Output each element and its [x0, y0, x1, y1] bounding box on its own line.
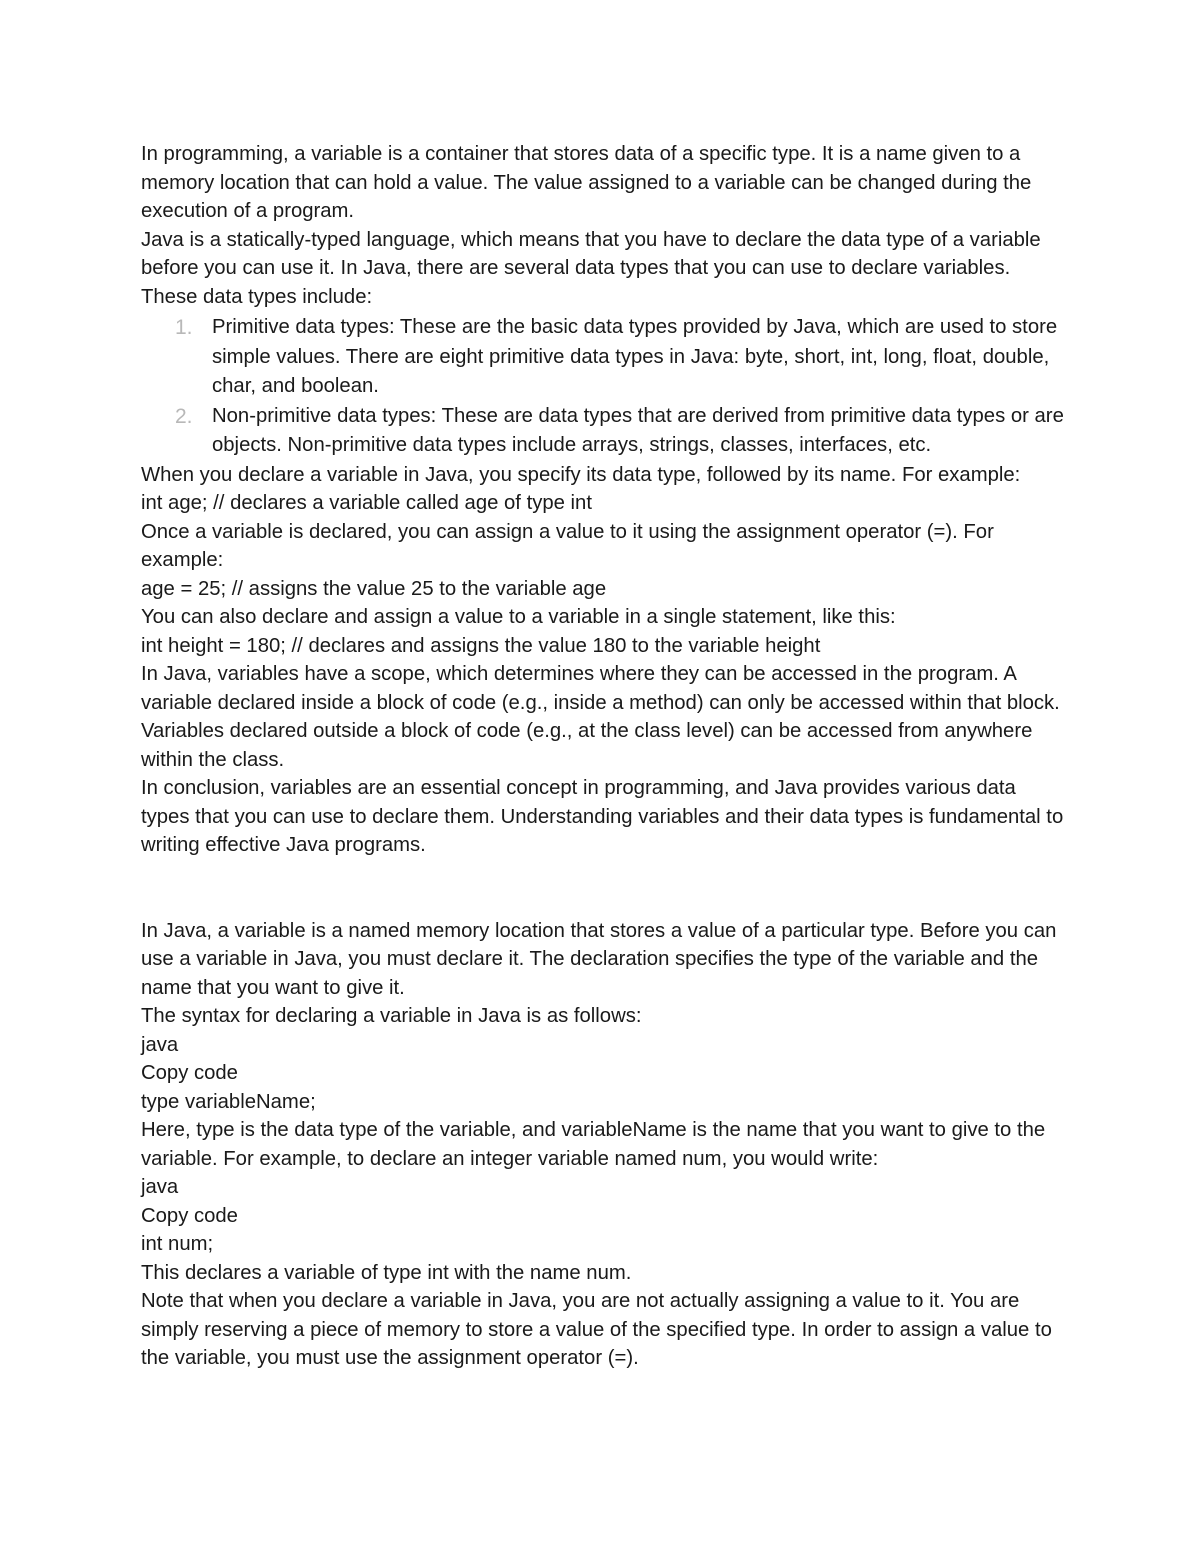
note-paragraph: Note that when you declare a variable in Java, you are not actually assigning a value to it. You are simply reserving a piece of memory to store a value of the specified type. In order to assign a value to the variable, you must use the assignment operator (=). [141, 1290, 1052, 1369]
declares-paragraph: This declares a variable of type int with the name num. [141, 1261, 632, 1284]
code-line: int num; [141, 1233, 214, 1255]
list-number: 1. [175, 316, 193, 339]
list-item-text: Primitive data types: These are the basic data types provided by Java, which are used to store simple values. There are eight primitive data types in Java: byte, short, int, long, float, double, char, and boolean. [212, 316, 1058, 397]
code-language-label: java [141, 1033, 179, 1056]
list-number: 2. [175, 404, 193, 428]
scope-paragraph: In Java, variables have a scope, which determines where they can be accessed in the program. A variable declared inside a block of code (e.g., inside a method) can only be accessed within that block. Variables declared outside a block of code (e.g., at the class level) can be accessed from anywhere within the class. [141, 663, 1060, 771]
single-statement-paragraph: You can also declare and assign a value to a variable in a single statement, like this: [141, 606, 896, 628]
code-line: int age; // declares a variable called age of type int [141, 492, 592, 514]
code-language-label: java [141, 1176, 179, 1198]
copy-code-label: Copy code [141, 1062, 238, 1084]
data-types-list [141, 313, 1066, 461]
code-line: age = 25; // assigns the value 25 to the variable age [141, 577, 607, 600]
code-line: int height = 180; // declares and assigns the value 180 to the variable height [141, 634, 821, 657]
conclusion-paragraph: In conclusion, variables are an essential concept in programming, and Java provides various data types that you can use to declare them. Understanding variables and their data types is fundamental to writing effective Java programs. [141, 777, 1064, 856]
list-item [141, 402, 1066, 461]
explanation-paragraph: Here, type is the data type of the variable, and variableName is the name that you want to give to the variable. For example, to declare an integer variable named num, you would write: [141, 1119, 1046, 1170]
assign-paragraph: Once a variable is declared, you can assign a value to it using the assignment operator (=). For example: [141, 520, 994, 571]
syntax-paragraph: The syntax for declaring a variable in Java is as follows: [141, 1005, 642, 1027]
document-page [141, 140, 1066, 1373]
declare-paragraph: When you declare a variable in Java, you specify its data type, followed by its name. For example: [141, 463, 1021, 486]
copy-code-label: Copy code [141, 1204, 238, 1227]
java-typed-paragraph: Java is a statically-typed language, which means that you have to declare the data type of a variable before you can use it. In Java, there are several data types that you can use to declare variables. These data types include: [141, 228, 1041, 308]
list-item-text: Non-primitive data types: These are data types that are derived from primitive data types or are objects. Non-primitive data types include arrays, strings, classes, interfaces, etc. [212, 404, 1064, 456]
intro-paragraph: In programming, a variable is a container that stores data of a specific type. It is a name given to a memory location that can hold a value. The value assigned to a variable can be changed during the execution of a program. [141, 143, 1032, 222]
section-gap [141, 860, 1066, 917]
section2-intro-paragraph: In Java, a variable is a named memory location that stores a value of a particular type. Before you can use a variable in Java, you must declare it. The declaration specifies the type of the variable and the name that you want to give it. [141, 919, 1057, 999]
code-line: type variableName; [141, 1090, 316, 1113]
list-item [141, 313, 1066, 402]
